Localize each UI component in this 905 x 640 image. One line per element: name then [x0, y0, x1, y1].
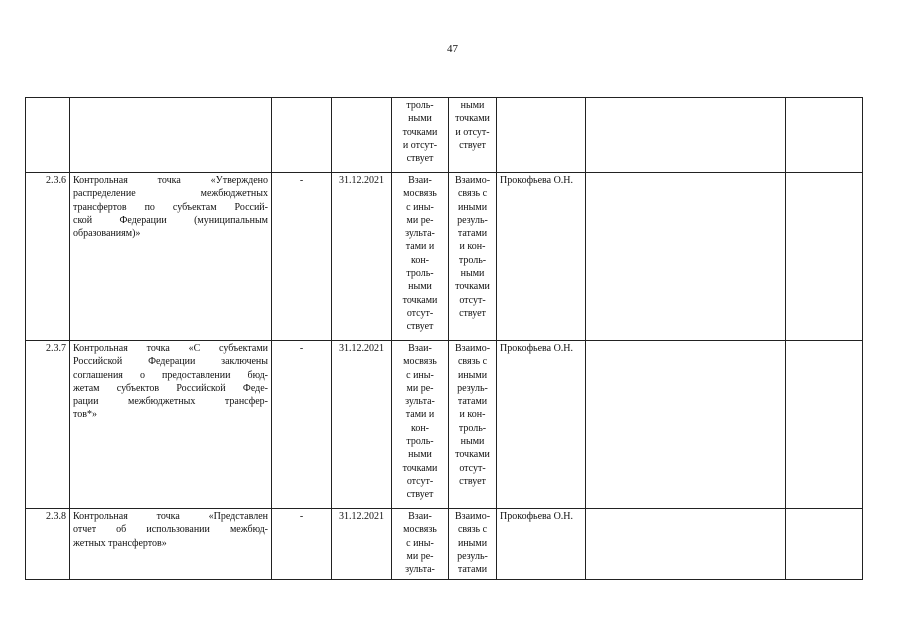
text-line: Взаимо- [454, 175, 491, 186]
cell-content [586, 173, 786, 341]
text-line: татами [457, 564, 488, 576]
text-line: Контрольная точка «С субъектами [73, 343, 268, 354]
text-line: отчет об использовании межбюд- [73, 524, 268, 536]
text-line: отсут- [459, 294, 486, 306]
cell-end-date [332, 98, 392, 173]
text-line: ствует [406, 489, 434, 501]
text-line: кон- [410, 422, 430, 434]
text-line: ствует [406, 153, 434, 165]
table-row [26, 509, 863, 580]
cell-num: 2.3.8 [26, 509, 70, 580]
text-line: связь с [457, 188, 488, 200]
text-line: и отсут- [455, 126, 490, 138]
text-line: жетам субъектов Российской Феде- [73, 382, 268, 394]
text-line: отсут- [459, 462, 486, 474]
cell-description [70, 98, 272, 173]
text-line: резуль- [457, 382, 488, 394]
text-line: Взаимо- [454, 343, 491, 354]
text-line: точками [455, 281, 490, 293]
text-line: ствует [459, 475, 486, 487]
text-line: тов*» [73, 409, 97, 421]
text-line: образованиям)» [73, 228, 141, 240]
text-line: точками [402, 462, 438, 474]
text-line: жетных трансфертов» [73, 537, 167, 549]
text-line: Взаи- [408, 511, 432, 522]
cell-relation-next [449, 98, 497, 173]
text-line: отсут- [406, 307, 434, 319]
text-line: и кон- [459, 241, 486, 253]
text-line: зульта- [405, 228, 435, 240]
text-line: Контрольная точка «Представлен [73, 511, 268, 522]
text-line: и отсут- [402, 139, 438, 151]
cell-relation-next [449, 509, 497, 580]
text-line: рации межбюджетных трансфер- [73, 396, 268, 408]
text-line: троль- [406, 436, 434, 448]
cell-description [70, 509, 272, 580]
text-line: кон- [410, 254, 430, 266]
cell-extra [786, 341, 863, 509]
text-line: Российской Федерации заключены [73, 356, 268, 368]
cell-extra [786, 173, 863, 341]
text-line: Взаимо- [454, 511, 491, 522]
cell-description [70, 341, 272, 509]
cell-start-date: - [272, 173, 332, 341]
text-line: мосвязь [403, 188, 437, 200]
text-line: ными [408, 449, 432, 461]
text-line: Контрольная точка «Утверждено [73, 175, 268, 186]
text-line: ными [408, 281, 432, 293]
text-line: троль- [406, 100, 434, 111]
cell-relation-prev [392, 341, 449, 509]
text-line: ствует [459, 139, 486, 151]
cell-relation-next [449, 341, 497, 509]
text-line: троль- [458, 254, 487, 266]
text-line: связь с [457, 524, 488, 536]
text-line: ствует [406, 321, 434, 333]
text-line: иными [457, 537, 488, 549]
text-line: зульта- [405, 396, 435, 408]
text-line: ми ре- [406, 382, 434, 394]
text-line: точками [455, 113, 490, 125]
cell-relation-prev [392, 173, 449, 341]
text-line: ными [460, 436, 485, 448]
text-line: ными [460, 100, 485, 111]
cell-responsible: Прокофьева О.Н. [497, 509, 586, 580]
cell-start-date: - [272, 341, 332, 509]
text-line: отсут- [406, 475, 434, 487]
text-line: зульта- [405, 564, 435, 576]
cell-responsible: Прокофьева О.Н. [497, 173, 586, 341]
cell-description [70, 173, 272, 341]
table-row [26, 341, 863, 509]
cell-responsible [497, 98, 586, 173]
text-line: распределение межбюджетных [73, 188, 268, 200]
text-line: резуль- [457, 550, 488, 562]
text-line: ми ре- [406, 550, 434, 562]
cell-end-date: 31.12.2021 [332, 341, 392, 509]
text-line: точками [402, 126, 438, 138]
text-line: ствует [459, 307, 486, 319]
cell-content [586, 509, 786, 580]
text-line: тами и [405, 409, 435, 421]
cell-responsible: Прокофьева О.Н. [497, 341, 586, 509]
table-row-continuation [26, 98, 863, 173]
text-line: с ины- [406, 201, 434, 213]
text-line: татами [457, 396, 488, 408]
text-line: резуль- [457, 214, 488, 226]
cell-content [586, 98, 786, 173]
text-line: татами [457, 228, 488, 240]
cell-relation-prev [392, 98, 449, 173]
text-line: ской Федерации (муниципальным [73, 214, 268, 226]
text-line: и кон- [459, 409, 486, 421]
page-number: 47 [447, 43, 458, 55]
text-line: соглашения о предоставлении бюд- [73, 369, 268, 381]
cell-num: 2.3.6 [26, 173, 70, 341]
text-line: с ины- [406, 369, 434, 381]
text-line: точками [455, 449, 490, 461]
cell-start-date: - [272, 509, 332, 580]
text-line: мосвязь [403, 356, 437, 368]
table-row [26, 173, 863, 341]
text-line: троль- [458, 422, 487, 434]
text-line: иными [457, 369, 488, 381]
plan-table [25, 97, 863, 580]
text-line: точками [402, 294, 438, 306]
cell-end-date: 31.12.2021 [332, 173, 392, 341]
cell-relation-prev [392, 509, 449, 580]
text-line: с ины- [406, 537, 434, 549]
text-line: связь с [457, 356, 488, 368]
cell-extra [786, 509, 863, 580]
cell-start-date [272, 98, 332, 173]
cell-num [26, 98, 70, 173]
text-line: ми ре- [406, 214, 434, 226]
text-line: троль- [406, 268, 434, 280]
cell-relation-next [449, 173, 497, 341]
text-line: ными [408, 113, 432, 125]
cell-extra [786, 98, 863, 173]
text-line: тами и [405, 241, 435, 253]
text-line: мосвязь [403, 524, 437, 536]
cell-content [586, 341, 786, 509]
cell-num: 2.3.7 [26, 341, 70, 509]
text-line: Взаи- [408, 175, 432, 186]
text-line: Взаи- [408, 343, 432, 354]
text-line: трансфертов по субъектам Россий- [73, 201, 268, 213]
text-line: иными [457, 201, 488, 213]
text-line: ными [460, 268, 485, 280]
cell-end-date: 31.12.2021 [332, 509, 392, 580]
